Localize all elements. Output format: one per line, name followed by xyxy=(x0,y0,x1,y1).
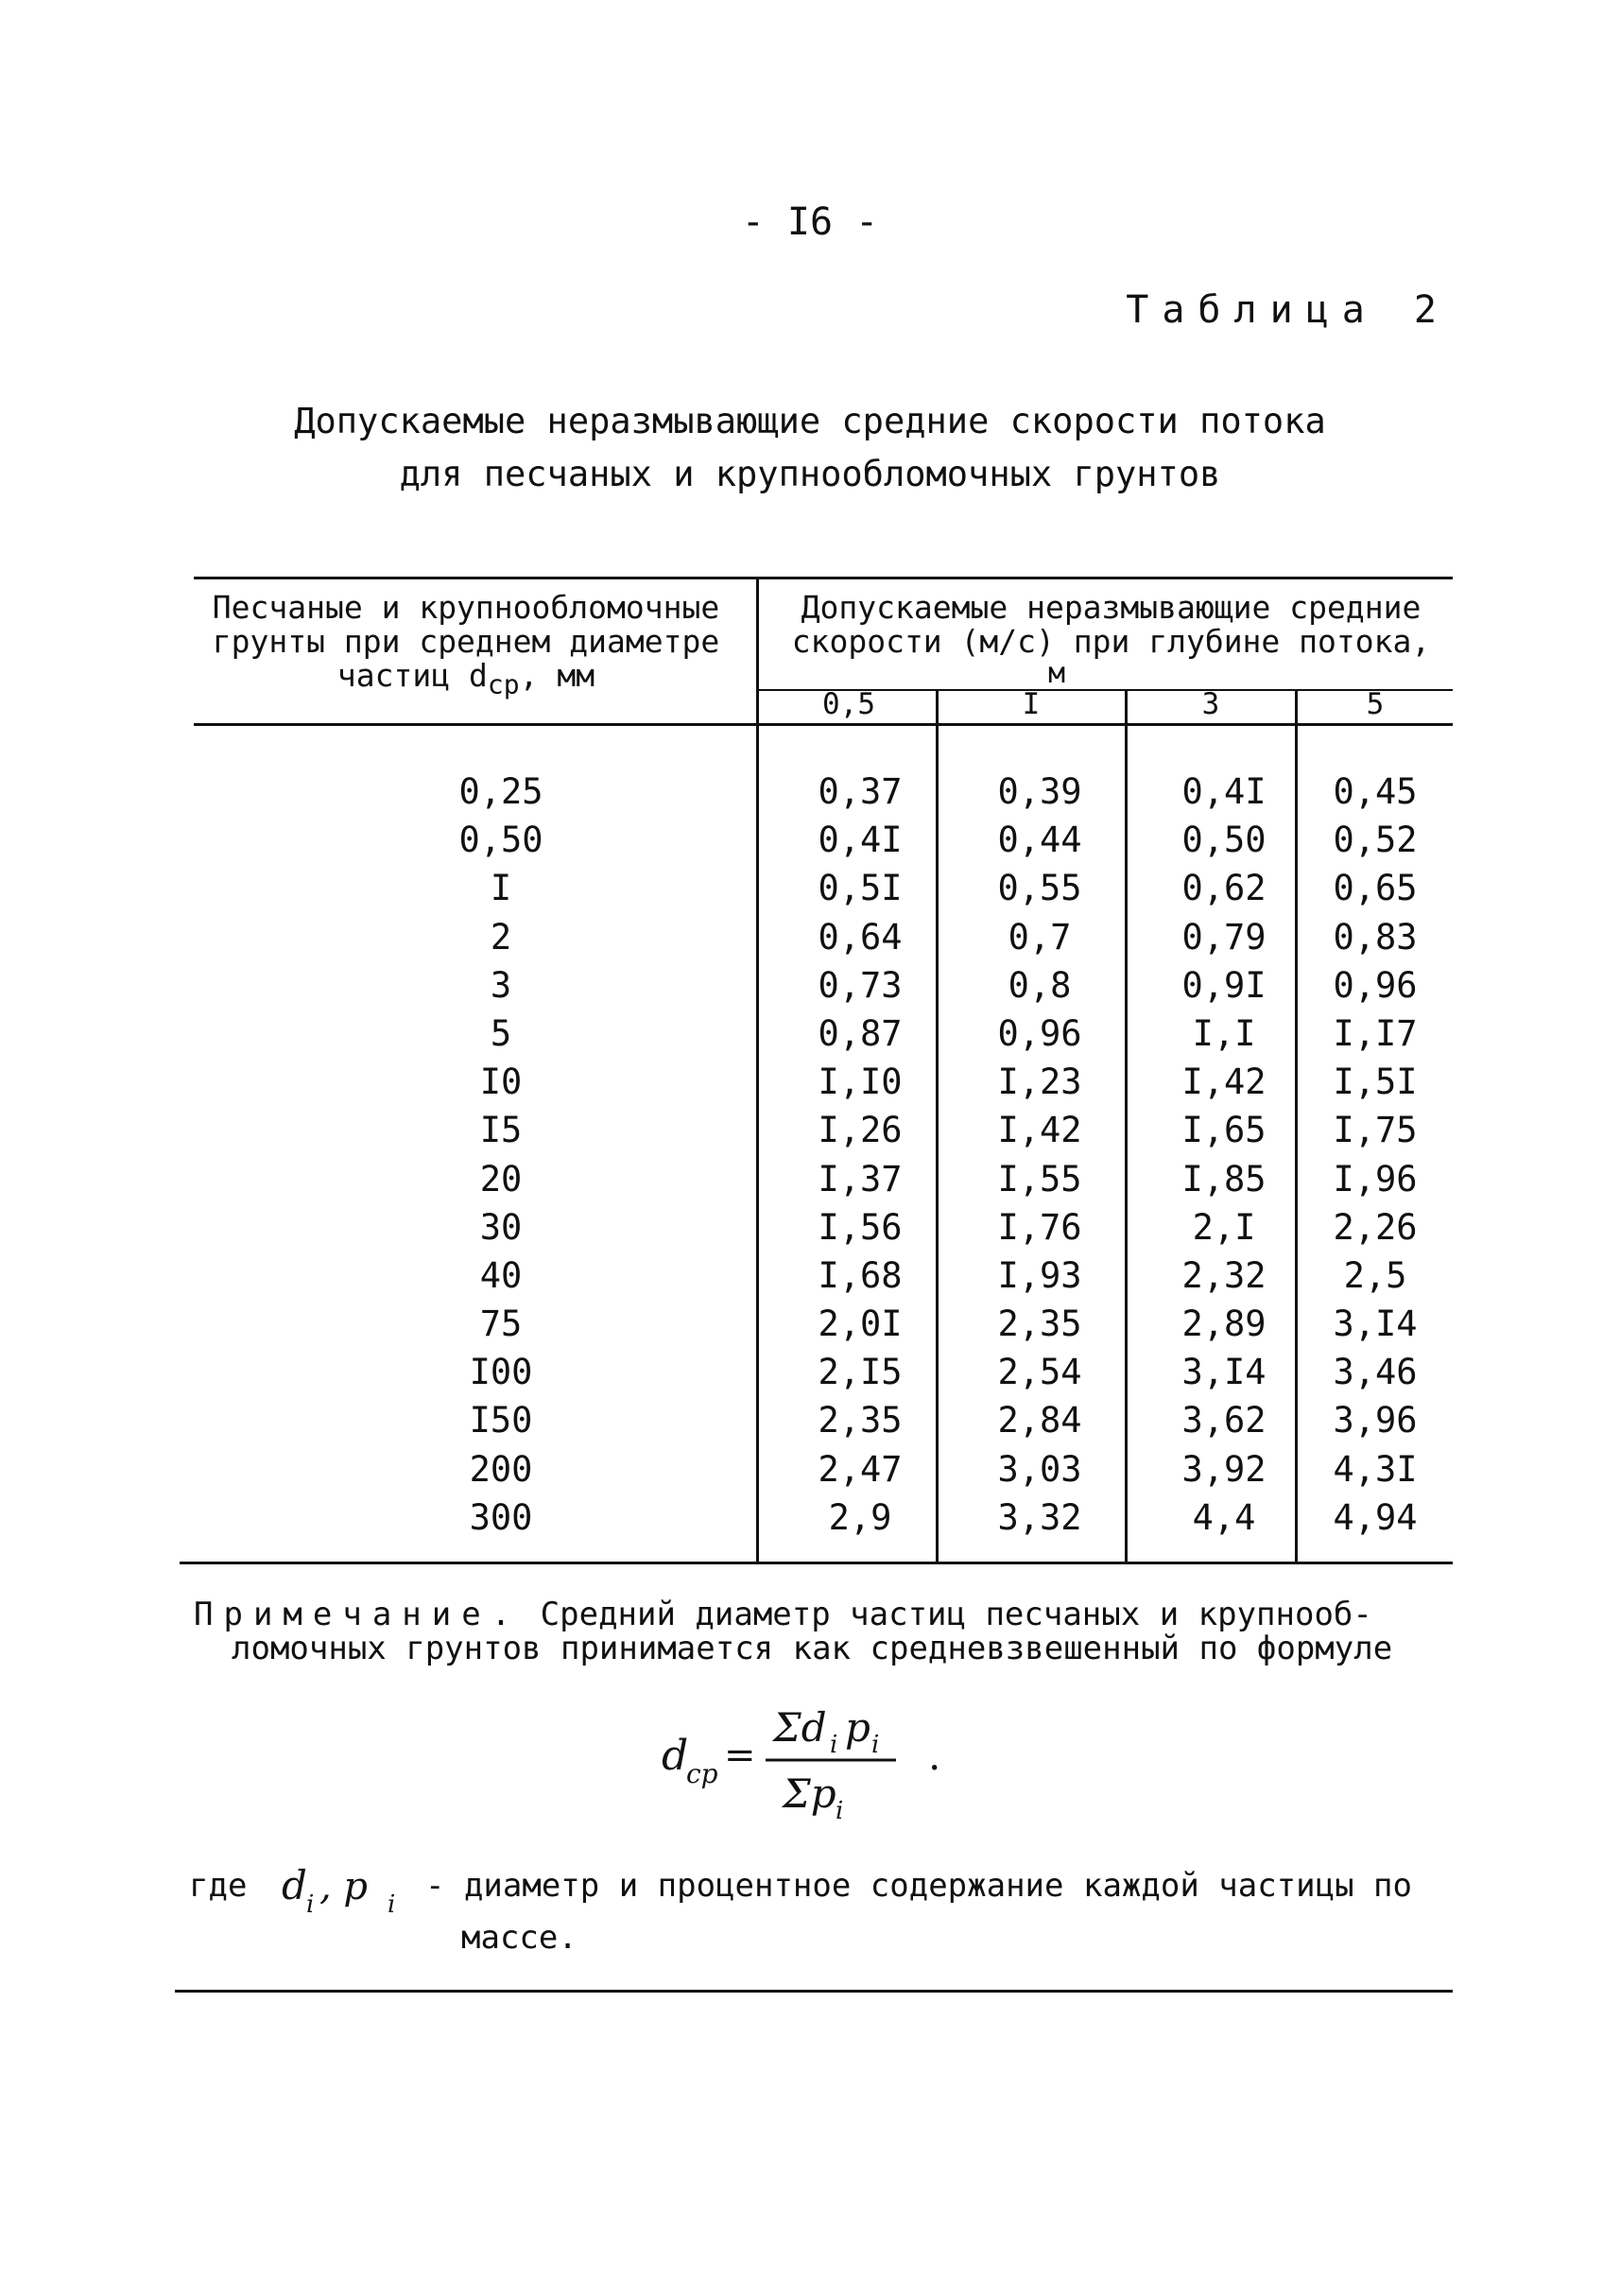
velocity-cell-depth-3: I,85 xyxy=(1181,1158,1267,1200)
depth-header-2: 3 xyxy=(1201,687,1220,721)
velocity-cell-depth-1: 0,55 xyxy=(997,868,1082,909)
diameter-cell: 30 xyxy=(479,1206,523,1248)
velocity-cell-depth-5: 0,65 xyxy=(1333,868,1418,909)
velocity-cell-depth-3: 0,62 xyxy=(1181,868,1267,909)
header-left-line2: грунты при среднем диаметре xyxy=(212,623,720,660)
velocity-cell-depth-3: 3,I4 xyxy=(1181,1352,1267,1393)
velocity-cell-depth-0-5: 2,35 xyxy=(818,1400,903,1441)
velocity-cell-depth-5: I,5I xyxy=(1333,1062,1418,1103)
velocity-cell-depth-5: 2,5 xyxy=(1343,1254,1407,1296)
header-left-line3-text: частиц d xyxy=(336,657,488,694)
velocity-cell-depth-3: I,42 xyxy=(1181,1062,1267,1103)
velocity-cell-depth-3: 2,I xyxy=(1192,1206,1256,1248)
velocity-cell-depth-0-5: 0,4I xyxy=(818,820,903,861)
where-text2: массе. xyxy=(461,1919,577,1957)
velocity-cell-depth-5: I,I7 xyxy=(1333,1012,1418,1054)
velocity-cell-depth-5: 3,46 xyxy=(1333,1352,1418,1393)
velocity-cell-depth-3: 4,4 xyxy=(1192,1496,1256,1538)
velocity-cell-depth-5: 0,96 xyxy=(1333,964,1418,1006)
velocity-cell-depth-0-5: 0,37 xyxy=(818,771,903,812)
velocity-cell-depth-3: I,65 xyxy=(1181,1110,1267,1151)
table-row xyxy=(0,1252,1620,1300)
velocity-cell-depth-3: 0,79 xyxy=(1181,916,1267,958)
formula-denominator: Σp xyxy=(783,1770,836,1817)
diameter-cell: 5 xyxy=(490,1012,512,1054)
velocity-cell-depth-1: 0,8 xyxy=(1008,964,1072,1006)
where-var-sub1: i xyxy=(306,1890,315,1919)
velocity-cell-depth-1: 2,84 xyxy=(997,1400,1082,1441)
velocity-cell-depth-1: I,55 xyxy=(997,1158,1082,1200)
table-title xyxy=(0,395,1620,501)
formula-numerator: Σd xyxy=(773,1704,827,1751)
velocity-cell-depth-3: 0,50 xyxy=(1181,820,1267,861)
velocity-cell-depth-0-5: 2,I5 xyxy=(818,1352,903,1393)
velocity-cell-depth-3: 2,89 xyxy=(1181,1303,1267,1345)
table-row xyxy=(0,1396,1620,1444)
table-top-rule xyxy=(194,577,1453,579)
velocity-cell-depth-1: I,23 xyxy=(997,1062,1082,1103)
table-row xyxy=(0,1445,1620,1493)
formula-numerator-sub1: i xyxy=(830,1731,838,1759)
velocity-cell-depth-1: 2,35 xyxy=(997,1303,1082,1345)
table-row xyxy=(0,1203,1620,1252)
table-label: Таблица 2 xyxy=(1126,288,1450,332)
velocity-cell-depth-0-5: 0,5I xyxy=(818,868,903,909)
velocity-cell-depth-3: 3,92 xyxy=(1181,1448,1267,1490)
table-row xyxy=(0,816,1620,864)
velocity-cell-depth-0-5: I,I0 xyxy=(818,1062,903,1103)
depth-header-0: 0,5 xyxy=(822,687,875,721)
velocity-cell-depth-5: 4,3I xyxy=(1333,1448,1418,1490)
formula-equals: = xyxy=(724,1734,756,1777)
table-row xyxy=(0,1493,1620,1542)
formula-numerator-sub2: i xyxy=(871,1731,880,1759)
table-row xyxy=(0,1300,1620,1348)
velocity-cell-depth-1: 0,7 xyxy=(1008,916,1072,958)
formula xyxy=(662,1692,1002,1824)
velocity-cell-depth-0-5: 0,87 xyxy=(818,1012,903,1054)
velocity-cell-depth-0-5: 2,0I xyxy=(818,1303,903,1345)
diameter-cell: 0,25 xyxy=(458,771,543,812)
page-bottom-rule xyxy=(175,1990,1453,1993)
note-text2: ломочных грунтов принимается как средневзвешенный по формуле xyxy=(232,1630,1393,1667)
velocity-cell-depth-1: I,76 xyxy=(997,1206,1082,1248)
formula-numerator-p: p xyxy=(845,1704,870,1751)
diameter-cell: I5 xyxy=(479,1110,523,1151)
diameter-cell: I50 xyxy=(469,1400,533,1441)
note-lead: Примечание. xyxy=(194,1596,522,1633)
table-row xyxy=(0,1106,1620,1154)
diameter-cell: 3 xyxy=(490,964,512,1006)
velocity-cell-depth-5: 3,96 xyxy=(1333,1400,1418,1441)
table-title-line1: Допускаемые неразмывающие средние скорости потока xyxy=(294,401,1326,441)
velocity-cell-depth-1: 0,39 xyxy=(997,771,1082,812)
note-text1: Средний диаметр частиц песчаных и крупнооб- xyxy=(540,1596,1372,1633)
velocity-cell-depth-1: 0,96 xyxy=(997,1012,1082,1054)
velocity-cell-depth-5: 0,83 xyxy=(1333,916,1418,958)
diameter-cell: I xyxy=(490,868,512,909)
velocity-cell-depth-0-5: I,37 xyxy=(818,1158,903,1200)
velocity-cell-depth-1: 0,44 xyxy=(997,820,1082,861)
header-left-line3 xyxy=(187,659,745,702)
formula-denominator-sub: i xyxy=(836,1797,844,1824)
velocity-cell-depth-3: 0,9I xyxy=(1181,964,1267,1006)
diameter-cell: 75 xyxy=(479,1303,523,1345)
velocity-cell-depth-3: 3,62 xyxy=(1181,1400,1267,1441)
diameter-cell: 0,50 xyxy=(458,820,543,861)
page-number: - I6 - xyxy=(741,200,879,244)
velocity-cell-depth-1: 2,54 xyxy=(997,1352,1082,1393)
diameter-cell: 40 xyxy=(479,1254,523,1296)
header-left-subscript: ср xyxy=(487,668,520,700)
velocity-cell-depth-5: 3,I4 xyxy=(1333,1303,1418,1345)
table-row xyxy=(0,1348,1620,1396)
header-bottom-rule xyxy=(194,723,1453,726)
where-text1: - диаметр и процентное содержание каждой частицы по xyxy=(425,1867,1412,1905)
velocity-cell-depth-0-5: I,68 xyxy=(818,1254,903,1296)
velocity-cell-depth-5: 4,94 xyxy=(1333,1496,1418,1538)
velocity-cell-depth-5: 0,52 xyxy=(1333,820,1418,861)
table-title-line2: для песчаных и крупнообломочных грунтов xyxy=(399,454,1221,494)
table-row xyxy=(0,864,1620,912)
where-var-d: d xyxy=(282,1862,307,1908)
velocity-cell-depth-0-5: I,56 xyxy=(818,1206,903,1248)
header-right xyxy=(764,591,1458,659)
table-body xyxy=(0,768,1620,1542)
diameter-cell: 200 xyxy=(469,1448,533,1490)
formula-lhs-sub: cp xyxy=(686,1758,718,1789)
velocity-cell-depth-1: 3,32 xyxy=(997,1496,1082,1538)
diameter-cell: 20 xyxy=(479,1158,523,1200)
velocity-cell-depth-1: 3,03 xyxy=(997,1448,1082,1490)
header-left xyxy=(187,591,745,702)
velocity-cell-depth-1: I,93 xyxy=(997,1254,1082,1296)
velocity-cell-depth-3: 2,32 xyxy=(1181,1254,1267,1296)
where-var-sub2: i xyxy=(388,1890,396,1919)
header-right-line1: Допускаемые неразмывающие средние xyxy=(801,589,1422,626)
formula-trailing-dot: . xyxy=(928,1733,941,1779)
velocity-cell-depth-1: I,42 xyxy=(997,1110,1082,1151)
where-word: где xyxy=(189,1867,248,1905)
velocity-cell-depth-5: I,75 xyxy=(1333,1110,1418,1151)
velocity-cell-depth-5: 2,26 xyxy=(1333,1206,1418,1248)
header-left-unit: , мм xyxy=(519,657,595,694)
table-row xyxy=(0,1155,1620,1203)
velocity-cell-depth-0-5: 0,73 xyxy=(818,964,903,1006)
velocity-cell-depth-5: 0,45 xyxy=(1333,771,1418,812)
velocity-cell-depth-0-5: 2,47 xyxy=(818,1448,903,1490)
header-right-unit: м xyxy=(1047,657,1066,690)
diameter-cell: 2 xyxy=(490,916,512,958)
velocity-cell-depth-5: I,96 xyxy=(1333,1158,1418,1200)
formula-lhs: d xyxy=(662,1732,689,1780)
diameter-cell: 300 xyxy=(469,1496,533,1538)
table-row xyxy=(0,913,1620,961)
header-right-line2: скорости (м/с) при глубине потока, xyxy=(791,623,1431,660)
where-variables xyxy=(282,1857,414,1924)
table-row xyxy=(0,1058,1620,1106)
table-row xyxy=(0,961,1620,1010)
velocity-cell-depth-0-5: 0,64 xyxy=(818,916,903,958)
velocity-cell-depth-3: 0,4I xyxy=(1181,771,1267,812)
velocity-cell-depth-3: I,I xyxy=(1192,1012,1256,1054)
table-bottom-rule xyxy=(180,1562,1453,1564)
table-row xyxy=(0,768,1620,816)
diameter-cell: I00 xyxy=(469,1352,533,1393)
where-var-sep: , p xyxy=(319,1865,369,1908)
depth-header-1: I xyxy=(1022,687,1041,721)
velocity-cell-depth-0-5: I,26 xyxy=(818,1110,903,1151)
depth-header-3: 5 xyxy=(1366,687,1385,721)
note-line1 xyxy=(194,1597,1460,1631)
table-row xyxy=(0,1010,1620,1058)
diameter-cell: I0 xyxy=(479,1062,523,1103)
header-left-line1: Песчаные и крупнообломочные xyxy=(212,589,720,626)
velocity-cell-depth-0-5: 2,9 xyxy=(828,1496,892,1538)
